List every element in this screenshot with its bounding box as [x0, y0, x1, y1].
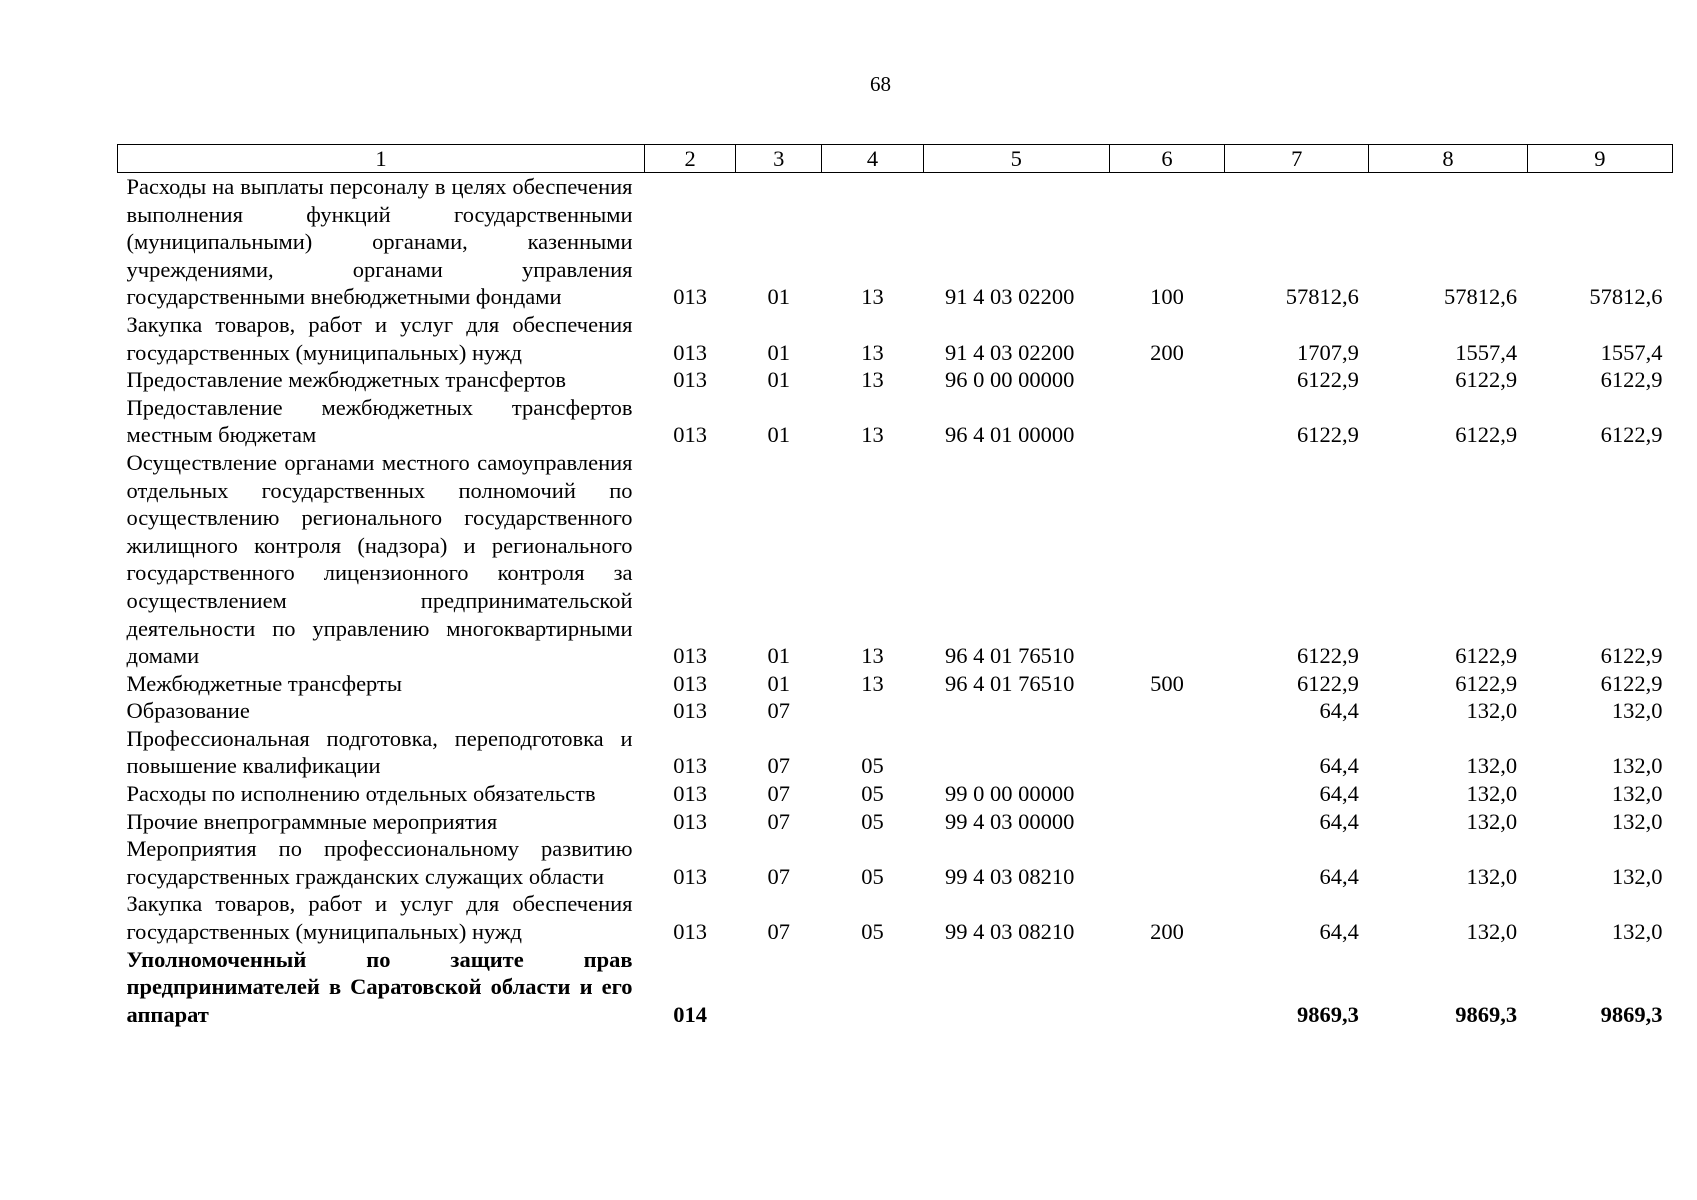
table-row: [118, 394, 1673, 449]
amount-year-1: 64,4: [1319, 781, 1359, 807]
ministry-code: 013: [673, 643, 707, 669]
amount-year-3: 6122,9: [1600, 422, 1663, 448]
expense-type-code: 200: [1150, 919, 1184, 945]
target-article-code: 91 4 03 02200: [945, 284, 1075, 310]
expense-type-code: 100: [1150, 284, 1184, 310]
amount-year-3: 132,0: [1611, 808, 1663, 834]
amount-year-3: 132,0: [1611, 698, 1663, 724]
row-name: Профессиональная подготовка, переподготовка и повышение квалификации: [126, 725, 633, 779]
amount-year-2: 132,0: [1466, 919, 1518, 945]
section-code: 01: [767, 339, 791, 365]
table-row: [118, 725, 1673, 780]
target-article-code: [923, 725, 1109, 780]
target-article-code: 96 0 00 00000: [945, 367, 1075, 393]
amount-year-1: 64,4: [1319, 808, 1359, 834]
page-number: 68: [870, 72, 891, 96]
section-code: 01: [767, 670, 791, 696]
expense-type-code: 500: [1150, 670, 1184, 696]
subsection-code: 13: [861, 367, 884, 393]
amount-year-2: 57812,6: [1444, 284, 1518, 310]
expense-type-code: [1109, 725, 1224, 780]
section-code: 01: [767, 284, 791, 310]
column-header: 8: [1369, 145, 1527, 173]
amount-year-1: 57812,6: [1285, 284, 1359, 310]
amount-year-2: 9869,3: [1455, 1001, 1518, 1027]
table-row: [118, 697, 1673, 725]
amount-year-2: 6122,9: [1455, 643, 1518, 669]
section-code: 01: [767, 643, 791, 669]
amount-year-3: 1557,4: [1600, 339, 1663, 365]
amount-year-2: 6122,9: [1455, 422, 1518, 448]
table-row: [118, 890, 1673, 945]
subsection-code: 13: [861, 422, 884, 448]
column-header: 3: [736, 145, 822, 173]
ministry-code: 013: [673, 284, 707, 310]
table-row: [118, 311, 1673, 366]
amount-year-3: 132,0: [1611, 863, 1663, 889]
target-article-code: [923, 946, 1109, 1029]
section-code: [736, 946, 822, 1029]
subsection-code: 05: [861, 753, 884, 779]
ministry-code: 013: [673, 808, 707, 834]
ministry-code: 013: [673, 753, 707, 779]
table-row: [118, 780, 1673, 808]
row-name: Прочие внепрограммные мероприятия: [126, 808, 498, 834]
row-name: Закупка товаров, работ и услуг для обеспечения государственных (муниципальных) нужд: [126, 891, 633, 945]
subsection-code: 05: [861, 919, 884, 945]
row-name: Предоставление межбюджетных трансфертов местным бюджетам: [126, 394, 633, 448]
section-code: 07: [767, 753, 791, 779]
ministry-code: 014: [673, 1001, 707, 1027]
table-row: [118, 835, 1673, 890]
table-row: [118, 449, 1673, 670]
expense-type-code: [1109, 780, 1224, 808]
budget-table: [117, 144, 1673, 1028]
subsection-code: 13: [861, 670, 884, 696]
table-row: [118, 670, 1673, 698]
amount-year-2: 132,0: [1466, 753, 1518, 779]
expense-type-code: [1109, 808, 1224, 836]
section-code: 07: [767, 698, 791, 724]
row-name: Предоставление межбюджетных трансфертов: [126, 367, 566, 393]
target-article-code: [923, 697, 1109, 725]
column-header: 6: [1109, 145, 1224, 173]
expense-type-code: [1109, 697, 1224, 725]
subsection-code: 13: [861, 284, 884, 310]
amount-year-1: 64,4: [1319, 753, 1359, 779]
column-header: 1: [118, 145, 645, 173]
row-name: Образование: [126, 698, 250, 724]
amount-year-1: 6122,9: [1297, 670, 1359, 696]
expense-type-code: 200: [1150, 339, 1184, 365]
amount-year-1: 1707,9: [1297, 339, 1359, 365]
target-article-code: 99 0 00 00000: [945, 781, 1075, 807]
ministry-code: 013: [673, 919, 707, 945]
ministry-code: 013: [673, 698, 707, 724]
amount-year-1: 6122,9: [1297, 367, 1359, 393]
section-code: 01: [767, 367, 791, 393]
section-code: 07: [767, 919, 791, 945]
table-row: [118, 173, 1673, 311]
subsection-code: 13: [861, 643, 884, 669]
target-article-code: 91 4 03 02200: [945, 339, 1075, 365]
table-row: [118, 808, 1673, 836]
target-article-code: 99 4 03 08210: [945, 863, 1075, 889]
section-code: 07: [767, 863, 791, 889]
row-name: Мероприятия по профессиональному развитию государственных гражданских служащих области: [126, 836, 633, 889]
row-name: Закупка товаров, работ и услуг для обеспечения государственных (муниципальных) нужд: [126, 311, 633, 365]
amount-year-2: 132,0: [1466, 781, 1518, 807]
target-article-code: 96 4 01 76510: [945, 670, 1075, 696]
amount-year-3: 9869,3: [1600, 1001, 1663, 1027]
section-code: 01: [767, 422, 791, 448]
section-code: 07: [767, 808, 791, 834]
target-article-code: 96 4 01 76510: [945, 643, 1075, 669]
subsection-code: 05: [861, 808, 884, 834]
amount-year-3: 132,0: [1611, 919, 1663, 945]
amount-year-1: 6122,9: [1297, 422, 1359, 448]
expense-type-code: [1109, 946, 1224, 1029]
subsection-code: 05: [861, 781, 884, 807]
ministry-code: 013: [673, 422, 707, 448]
amount-year-3: 57812,6: [1589, 284, 1663, 310]
table-header-row: [118, 145, 1673, 173]
amount-year-3: 132,0: [1611, 753, 1663, 779]
subsection-code: [822, 946, 923, 1029]
target-article-code: 99 4 03 08210: [945, 919, 1075, 945]
column-header: 4: [822, 145, 923, 173]
column-header: 7: [1225, 145, 1369, 173]
row-name: Расходы по исполнению отдельных обязательств: [126, 781, 596, 807]
column-header: 5: [923, 145, 1109, 173]
subsection-code: 13: [861, 339, 884, 365]
expense-type-code: [1109, 449, 1224, 670]
ministry-code: 013: [673, 339, 707, 365]
amount-year-3: 6122,9: [1600, 367, 1663, 393]
amount-year-3: 6122,9: [1600, 670, 1663, 696]
subsection-code: 05: [861, 863, 884, 889]
ministry-code: 013: [673, 670, 707, 696]
expense-type-code: [1109, 835, 1224, 890]
column-header: 9: [1527, 145, 1672, 173]
amount-year-2: 1557,4: [1455, 339, 1518, 365]
amount-year-1: 64,4: [1319, 698, 1359, 724]
amount-year-3: 6122,9: [1600, 643, 1663, 669]
row-name: Осуществление органами местного самоуправления отдельных государственных полномочий по осуществлению регионального государственного жилищного контроля (надзора) и регионального государственного лицензионного контроля за осуществлением предпринимательской деятельности по управлению многоквартирными домами: [126, 449, 633, 669]
row-name: Уполномоченный по защите прав предпринимателей в Саратовской области и его аппарат: [126, 946, 633, 1027]
target-article-code: 96 4 01 00000: [945, 422, 1075, 448]
column-header: 2: [645, 145, 736, 173]
amount-year-2: 132,0: [1466, 863, 1518, 889]
table-body: [118, 173, 1673, 1029]
amount-year-2: 132,0: [1466, 698, 1518, 724]
target-article-code: 99 4 03 00000: [945, 808, 1075, 834]
table-row: [118, 366, 1673, 394]
section-code: 07: [767, 781, 791, 807]
expense-type-code: [1109, 366, 1224, 394]
amount-year-2: 6122,9: [1455, 670, 1518, 696]
row-name: Межбюджетные трансферты: [126, 670, 402, 696]
ministry-code: 013: [673, 367, 707, 393]
amount-year-1: 64,4: [1319, 919, 1359, 945]
row-name: Расходы на выплаты персоналу в целях обеспечения выполнения функций государственными (муниципальными) органами, казенными учреждениями, органами управления государственными внебюджетными фондами: [126, 174, 633, 310]
amount-year-1: 9869,3: [1297, 1001, 1359, 1027]
amount-year-2: 6122,9: [1455, 367, 1518, 393]
amount-year-1: 64,4: [1319, 863, 1359, 889]
ministry-code: 013: [673, 863, 707, 889]
amount-year-2: 132,0: [1466, 808, 1518, 834]
subsection-code: [822, 697, 923, 725]
expense-type-code: [1109, 394, 1224, 449]
table-row: [118, 946, 1673, 1029]
amount-year-1: 6122,9: [1297, 643, 1359, 669]
amount-year-3: 132,0: [1611, 781, 1663, 807]
ministry-code: 013: [673, 781, 707, 807]
